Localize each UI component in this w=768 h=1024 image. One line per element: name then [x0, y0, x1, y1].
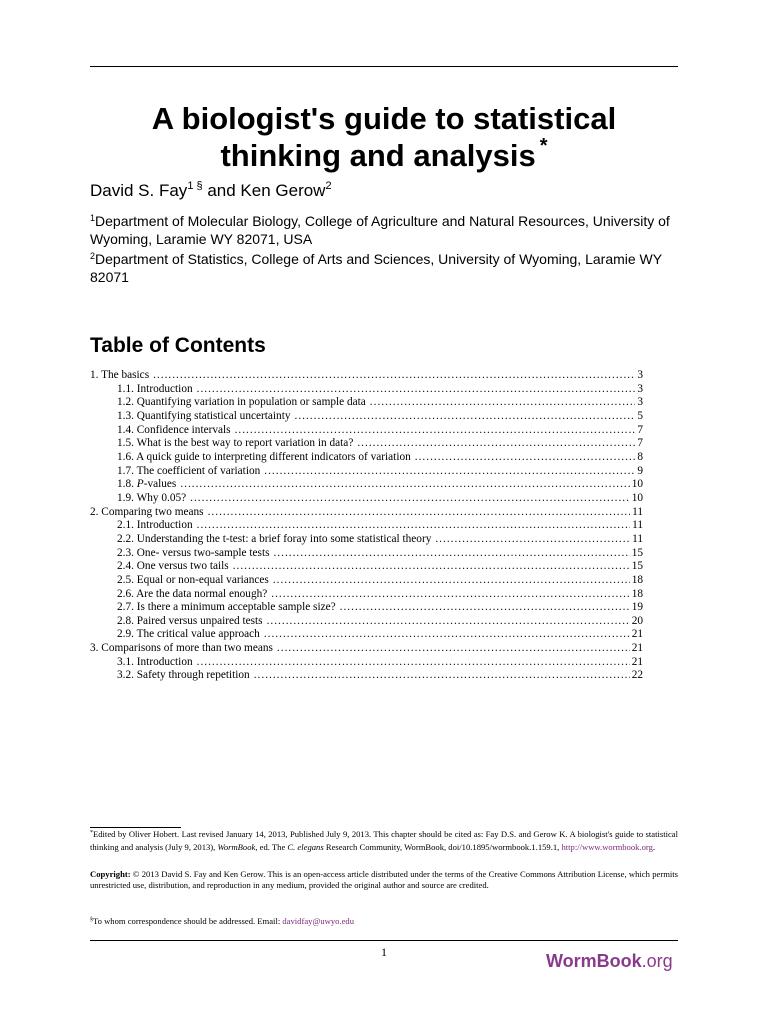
footnote-rule	[90, 827, 181, 828]
toc-entry-page: 15	[631, 546, 643, 559]
toc-entry-title: 1.4. Confidence intervals	[117, 423, 231, 436]
toc-entry-title: 2.4. One versus two tails	[117, 560, 229, 573]
footnote-marker: *	[90, 830, 93, 836]
toc-entry-page: 10	[631, 478, 643, 491]
copyright-text: © 2013 David S. Fay and Ken Gerow. This is an open-access article distributed under the terms of the Creative Commons Attribution License, which permits unrestricted use, distribution, and reproduction in any medium, provided the original author and source are credited.	[90, 869, 678, 890]
footnote-text: Edited by Oliver Hobert. Last revised January 14, 2013, Published July 9, 2013. This chapter should be cited as: Fay D.S. and Gerow K. A biologist's guide to statistical thinking and analysis (July 9, 2013),	[90, 829, 678, 852]
toc-leader-dots	[153, 369, 635, 383]
toc-entry-page: 21	[631, 642, 643, 655]
toc-entry[interactable]	[90, 560, 643, 574]
toc-entry-title: 2.2. Understanding the t-test: a brief foray into some statistical theory	[117, 532, 432, 545]
species-name: C. elegans	[287, 842, 324, 852]
toc-entry[interactable]	[90, 424, 643, 438]
toc-entry-page: 3	[637, 396, 643, 409]
table-of-contents	[90, 369, 643, 683]
toc-entry-page: 15	[631, 560, 643, 573]
affiliation-2-number: 2	[90, 251, 96, 261]
toc-leader-dots	[435, 533, 630, 547]
toc-leader-dots	[235, 424, 636, 438]
toc-entry[interactable]	[90, 519, 643, 533]
toc-entry-page: 21	[631, 628, 643, 641]
toc-entry[interactable]	[90, 588, 643, 602]
toc-entry-page: 11	[632, 505, 643, 518]
title-footnote-marker: *	[539, 135, 548, 157]
author-2: and Ken Gerow	[202, 181, 326, 200]
logo-suffix: .org	[641, 951, 673, 971]
toc-entry-title: 2.5. Equal or non-equal variances	[117, 573, 269, 586]
toc-entry[interactable]	[90, 533, 643, 547]
toc-entry-title: 1.5. What is the best way to report variation in data?	[117, 437, 354, 450]
toc-entry-title: 1.9. Why 0.05?	[117, 491, 187, 504]
toc-entry-page: 3	[637, 369, 643, 381]
toc-leader-dots	[271, 588, 629, 602]
toc-entry[interactable]	[90, 410, 643, 424]
toc-entry-page: 22	[631, 669, 643, 682]
toc-leader-dots	[267, 615, 630, 629]
toc-entry[interactable]	[90, 383, 643, 397]
toc-entry[interactable]	[90, 642, 643, 656]
toc-entry[interactable]	[90, 396, 643, 410]
toc-entry-title: 1.6. A quick guide to interpreting different indicators of variation	[117, 450, 411, 463]
toc-entry[interactable]	[90, 369, 643, 383]
toc-leader-dots	[295, 410, 636, 424]
author-2-affiliation: 2	[325, 180, 332, 192]
footnote-text: Research Community, WormBook, doi/10.1895/wormbook.1.159.1,	[323, 842, 562, 852]
toc-entry-title: 2.3. One- versus two-sample tests	[117, 546, 270, 559]
affiliation-2	[90, 251, 690, 285]
toc-entry-title: 1.2. Quantifying variation in population or sample data	[117, 396, 366, 409]
toc-leader-dots	[208, 506, 631, 520]
toc-leader-dots	[197, 383, 636, 397]
journal-name: WormBook	[217, 842, 256, 852]
toc-entry-page: 10	[631, 491, 643, 504]
toc-entry-title: 2.7. Is there a minimum acceptable sample size?	[117, 601, 336, 614]
toc-leader-dots	[197, 656, 630, 670]
author-1-affiliation: 1 §	[187, 180, 203, 192]
copyright-label: Copyright:	[90, 869, 131, 879]
toc-entry-title: 1.1. Introduction	[117, 382, 193, 395]
affiliation-1-number: 1	[90, 213, 96, 223]
toc-entry-page: 8	[637, 450, 643, 463]
toc-entry[interactable]	[90, 615, 643, 629]
footnote-correspondence	[90, 916, 678, 929]
affiliation-1	[90, 213, 690, 247]
toc-entry-page: 11	[632, 519, 643, 532]
author-list	[90, 180, 332, 204]
toc-leader-dots	[273, 547, 629, 561]
toc-entry-title: 3.2. Safety through repetition	[117, 669, 250, 682]
toc-leader-dots	[233, 560, 630, 574]
title-line-2: thinking and analysis *	[220, 135, 548, 173]
toc-entry[interactable]	[90, 451, 643, 465]
toc-entry[interactable]	[90, 601, 643, 615]
toc-leader-dots	[180, 478, 629, 492]
toc-entry[interactable]	[90, 465, 643, 479]
toc-entry-page: 3	[637, 382, 643, 395]
wormbook-link[interactable]: http://www.wormbook.org	[561, 842, 653, 852]
toc-entry-page: 18	[631, 573, 643, 586]
toc-entry[interactable]	[90, 437, 643, 451]
toc-leader-dots	[190, 492, 630, 506]
affiliation-2-text: Department of Statistics, College of Arts and Sciences, University of Wyoming, Laramie WY 82071	[90, 251, 662, 285]
toc-entry-title: 1.8. P-values	[117, 478, 177, 491]
toc-leader-dots	[277, 642, 630, 656]
toc-leader-dots	[340, 601, 630, 615]
toc-entry[interactable]	[90, 506, 643, 520]
footnote-copyright	[90, 869, 678, 891]
toc-entry[interactable]	[90, 669, 643, 683]
toc-entry-title: 3.1. Introduction	[117, 655, 193, 668]
toc-entry-page: 21	[631, 655, 643, 668]
footnote-text: , ed. The	[255, 842, 288, 852]
footnote-citation	[90, 829, 678, 853]
toc-leader-dots	[370, 396, 636, 410]
email-link[interactable]: davidfay@uwyo.edu	[282, 916, 355, 926]
toc-entry-page: 5	[637, 409, 643, 422]
correspondence-text: To whom correspondence should be addressed. Email:	[93, 916, 283, 926]
page-number: 1	[381, 945, 387, 959]
toc-entry-page: 11	[632, 532, 643, 545]
toc-leader-dots	[254, 669, 630, 683]
toc-entry-page: 19	[631, 601, 643, 614]
toc-entry-title: 3. Comparisons of more than two means	[90, 642, 273, 655]
toc-leader-dots	[264, 628, 630, 642]
toc-entry[interactable]	[90, 492, 643, 506]
toc-entry-title: 2.9. The critical value approach	[117, 628, 260, 641]
toc-entry-title: 2.6. Are the data normal enough?	[117, 587, 268, 600]
author-1: David S. Fay	[90, 181, 188, 200]
affiliation-1-text: Department of Molecular Biology, College of Agriculture and Natural Resources, University of Wyoming, Laramie WY 82071, USA	[90, 213, 670, 247]
toc-entry-title: 2. Comparing two means	[90, 505, 204, 518]
toc-heading: Table of Contents	[90, 334, 266, 357]
title-line-1: A biologist's guide to statistical	[151, 101, 617, 136]
toc-leader-dots	[273, 574, 630, 588]
toc-entry[interactable]	[90, 656, 643, 670]
toc-entry-title: 1.3. Quantifying statistical uncertainty	[117, 409, 291, 422]
toc-entry[interactable]	[90, 628, 643, 642]
toc-entry-title: 2.1. Introduction	[117, 519, 193, 532]
toc-entry[interactable]	[90, 547, 643, 561]
footnote-marker: §	[90, 917, 93, 923]
toc-entry-title: 2.8. Paired versus unpaired tests	[117, 614, 263, 627]
footnote-text: .	[652, 842, 656, 852]
bottom-rule	[90, 940, 678, 941]
toc-entry-page: 9	[637, 464, 643, 477]
toc-entry-page: 18	[631, 587, 643, 600]
paper-title	[90, 100, 678, 179]
toc-leader-dots	[357, 437, 635, 451]
toc-leader-dots	[197, 519, 630, 533]
toc-entry-page: 20	[631, 614, 643, 627]
toc-entry-page: 7	[637, 437, 643, 450]
wormbook-logo	[546, 951, 673, 972]
top-rule	[90, 66, 678, 67]
toc-entry-title: 1.7. The coefficient of variation	[117, 464, 261, 477]
toc-leader-dots	[415, 451, 636, 465]
toc-entry-title: 1. The basics	[90, 369, 150, 381]
logo-main: WormBook	[546, 951, 642, 971]
toc-entry[interactable]	[90, 478, 643, 492]
toc-entry[interactable]	[90, 574, 643, 588]
toc-leader-dots	[264, 465, 635, 479]
toc-entry-page: 7	[637, 423, 643, 436]
